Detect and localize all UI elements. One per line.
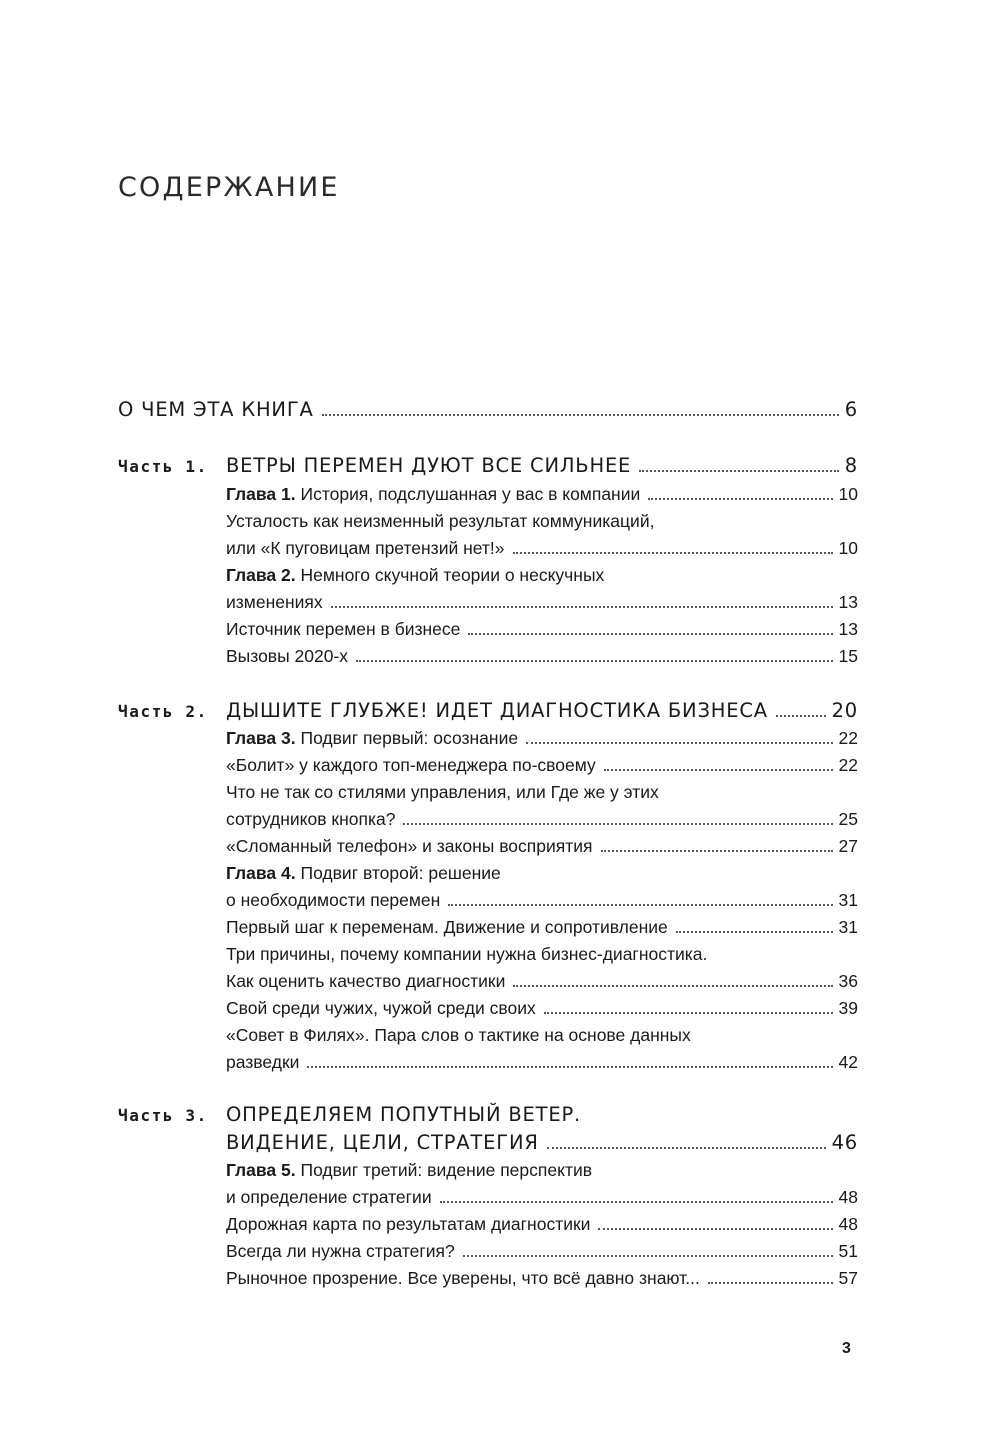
toc-entry[interactable] [0, 1268, 993, 1294]
toc-entry-text: и определение стратегии [226, 1187, 432, 1207]
part-label: Часть 1. [118, 457, 208, 476]
toc-entry[interactable] [0, 782, 993, 829]
dot-leader [322, 413, 839, 416]
dot-leader [776, 714, 826, 717]
toc-page-number: 48 [838, 1214, 858, 1234]
toc-page-number: 6 [844, 398, 858, 421]
toc-entry-text: Вызовы 2020-х [226, 646, 349, 666]
toc-page-number: 8 [844, 454, 858, 477]
toc-page-number: 42 [838, 1052, 858, 1072]
toc-page-number: 48 [838, 1187, 858, 1207]
toc-entry-part[interactable] [0, 1103, 993, 1154]
toc-entry-text: Немного скучной теории о нескучных [300, 565, 605, 585]
toc-entry-text: О ЧЕМ ЭТА КНИГА [118, 398, 314, 421]
toc-entry-text: сотрудников кнопка? [226, 809, 396, 829]
toc-entry-text: Три причины, почему компании нужна бизнес-диагностика. [226, 944, 708, 964]
dot-leader [544, 1011, 833, 1014]
toc-entry-text: История, подслушанная у вас в компании [300, 484, 641, 504]
toc-entry[interactable] [0, 511, 993, 558]
toc-entry[interactable] [0, 1214, 993, 1240]
toc-entry[interactable] [0, 1025, 993, 1072]
part-label: Часть 3. [118, 1106, 208, 1125]
toc-entry-text: Подвиг третий: видение перспектив [300, 1160, 593, 1180]
dot-leader [331, 605, 833, 608]
toc-entry-text: Свой среди чужих, чужой среди своих [226, 998, 536, 1018]
dot-leader [440, 1200, 833, 1203]
toc-page-number: 22 [838, 728, 858, 748]
dot-leader [639, 469, 839, 472]
part-label: Часть 2. [118, 702, 208, 721]
toc-entry[interactable] [0, 1241, 993, 1267]
toc-entry[interactable] [0, 1160, 993, 1207]
toc-entry-text: Всегда ли нужна стратегия? [226, 1241, 455, 1261]
toc-page-number: 31 [838, 917, 858, 937]
chapter-label: Глава 5. [226, 1160, 296, 1180]
dot-leader [598, 1227, 832, 1230]
dot-leader [547, 1146, 826, 1149]
toc-entry[interactable] [0, 728, 993, 754]
toc-entry-text: изменениях [226, 592, 323, 612]
toc-entry-text: Дорожная карта по результатам диагностики [226, 1214, 591, 1234]
toc-entry[interactable] [0, 998, 993, 1024]
toc-entry-text: Первый шаг к переменам. Движение и сопротивление [226, 917, 668, 937]
toc-page-number: 31 [838, 890, 858, 910]
toc-page-number: 15 [838, 646, 858, 666]
toc-page-number: 10 [838, 538, 858, 558]
toc-entry[interactable] [0, 484, 993, 510]
dot-leader [513, 551, 833, 554]
toc-page-number: 39 [838, 998, 858, 1018]
toc-entry-text: Источник перемен в бизнесе [226, 619, 461, 639]
dot-leader [356, 659, 832, 662]
toc-page-number: 46 [831, 1131, 858, 1154]
toc-entry[interactable] [0, 836, 993, 862]
toc-entry[interactable] [0, 646, 993, 672]
toc-page-number: 36 [838, 971, 858, 991]
part-title: ВИДЕНИЕ, ЦЕЛИ, СТРАТЕГИЯ [226, 1131, 539, 1154]
toc-entry[interactable] [0, 917, 993, 943]
toc-entry-text: разведки [226, 1052, 300, 1072]
toc-entry-text: Подвиг первый: осознание [300, 728, 519, 748]
dot-leader [526, 741, 832, 744]
toc-entry-text: Усталость как неизменный результат коммуникаций, [226, 511, 655, 531]
toc-page-number: 10 [838, 484, 858, 504]
dot-leader [604, 768, 833, 771]
toc-entry-text: «Совет в Филях». Пара слов о тактике на основе данных [226, 1025, 691, 1045]
toc-entry-text: «Болит» у каждого топ-менеджера по-своему [226, 755, 596, 775]
part-title: ОПРЕДЕЛЯЕМ ПОПУТНЫЙ ВЕТЕР. [226, 1103, 582, 1126]
part-title: ДЫШИТЕ ГЛУБЖЕ! ИДЕТ ДИАГНОСТИКА БИЗНЕСА [226, 699, 768, 722]
dot-leader [463, 1254, 833, 1257]
dot-leader [307, 1065, 832, 1068]
chapter-label: Глава 2. [226, 565, 296, 585]
dot-leader [648, 497, 832, 500]
chapter-label: Глава 3. [226, 728, 296, 748]
toc-entry[interactable] [0, 619, 993, 645]
chapter-label: Глава 4. [226, 863, 296, 883]
toc-entry-text: «Сломанный телефон» и законы восприятия [226, 836, 593, 856]
toc-entry-text: или «К пуговицам претензий нет!» [226, 538, 505, 558]
chapter-label: Глава 1. [226, 484, 296, 504]
page-title: СОДЕРЖАНИЕ [118, 172, 340, 203]
dot-leader [513, 984, 832, 987]
toc-entry[interactable] [0, 944, 993, 991]
toc-page-number: 25 [838, 809, 858, 829]
dot-leader [601, 849, 833, 852]
part-title: ВЕТРЫ ПЕРЕМЕН ДУЮТ ВСЕ СИЛЬНЕЕ [226, 454, 632, 477]
toc-entry-text: Как оценить качество диагностики [226, 971, 506, 991]
page-number-folio: 3 [842, 1340, 851, 1357]
toc-entry-text: Подвиг второй: решение [300, 863, 501, 883]
dot-leader [448, 903, 832, 906]
toc-entry[interactable] [0, 755, 993, 781]
toc-page-number: 51 [838, 1241, 858, 1261]
dot-leader [708, 1281, 833, 1284]
toc-entry-text: Рыночное прозрение. Все уверены, что всё давно знают... [226, 1268, 700, 1288]
dot-leader [403, 822, 832, 825]
toc-entry-part[interactable] [0, 699, 993, 725]
toc-entry-intro[interactable] [0, 398, 993, 424]
toc-entry[interactable] [0, 565, 993, 612]
toc-page-number: 22 [838, 755, 858, 775]
toc-entry-part[interactable] [0, 454, 993, 480]
toc-entry-text: о необходимости перемен [226, 890, 441, 910]
toc-entry-text: Что не так со стилями управления, или Где же у этих [226, 782, 659, 802]
toc-entry[interactable] [0, 863, 993, 910]
toc-page-number: 20 [831, 699, 858, 722]
toc-page-number: 57 [838, 1268, 858, 1288]
dot-leader [468, 632, 832, 635]
toc-page-number: 27 [838, 836, 858, 856]
toc-page-number: 13 [838, 592, 858, 612]
toc-page-number: 13 [838, 619, 858, 639]
dot-leader [676, 930, 833, 933]
